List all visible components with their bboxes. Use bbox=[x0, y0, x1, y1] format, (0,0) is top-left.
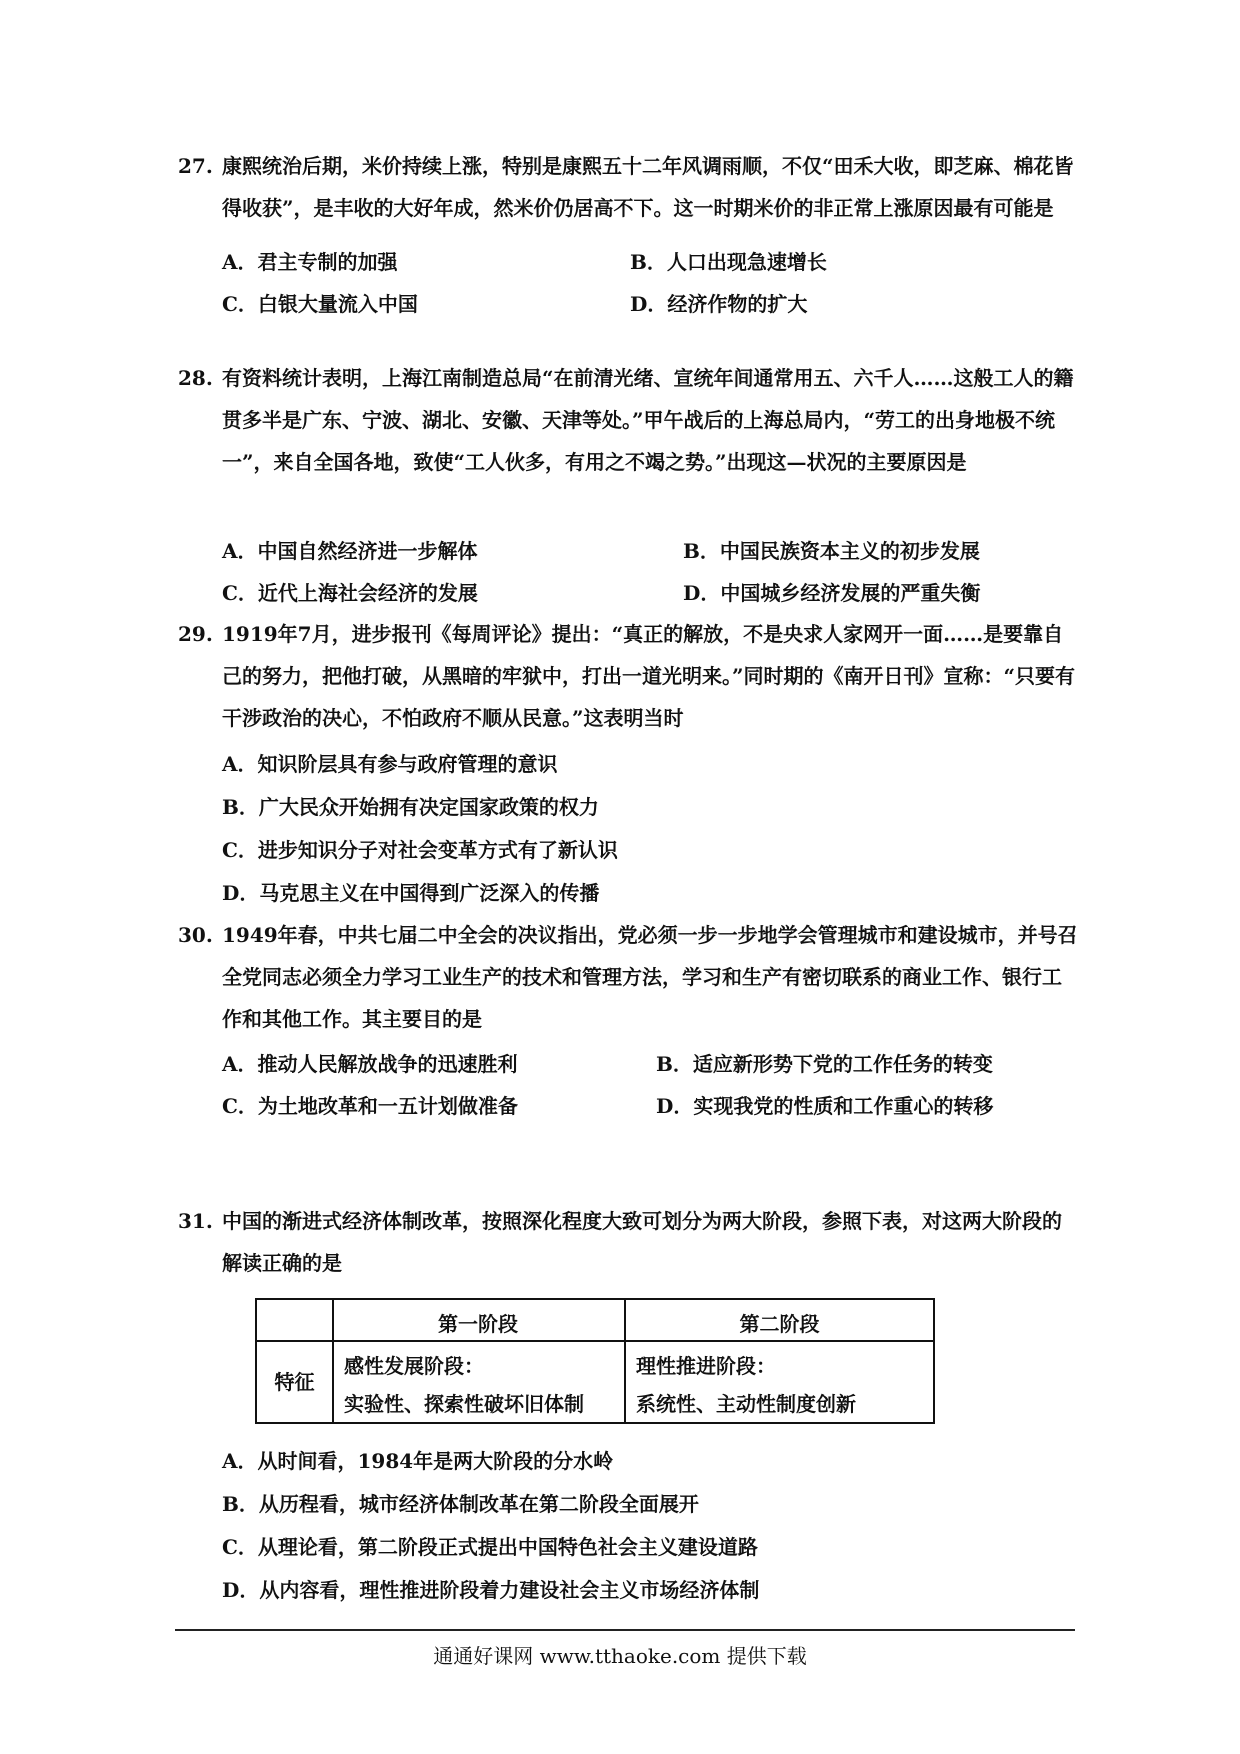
q30-option-b[interactable]: B．适应新形势下党的工作任务的转变 bbox=[656, 1052, 993, 1076]
q27-option-a[interactable]: A．君主专制的加强 bbox=[222, 250, 398, 274]
table-header-stage1: 第一阶段 bbox=[438, 1312, 518, 1336]
table-divider bbox=[332, 1340, 933, 1342]
q28-option-a[interactable]: A．中国自然经济进一步解体 bbox=[222, 539, 478, 563]
q30-option-d[interactable]: D．实现我党的性质和工作重心的转移 bbox=[656, 1094, 994, 1118]
question-stem: 中国的渐进式经济体制改革，按照深化程度大致可划分为两大阶段，参照下表，对这两大阶段的解读正确的是 bbox=[222, 1209, 1062, 1275]
question-number: 27. bbox=[178, 154, 213, 178]
q27-option-c[interactable]: C．白银大量流入中国 bbox=[222, 292, 418, 316]
q27-option-d[interactable]: D．经济作物的扩大 bbox=[630, 292, 808, 316]
question-31 bbox=[178, 1200, 1078, 1284]
stage-table bbox=[255, 1298, 935, 1424]
question-stem: 1949年春，中共七届二中全会的决议指出，党必须一步一步地学会管理城市和建设城市，并号召全党同志必须全力学习工业生产的技术和管理方法，学习和生产有密切联系的商业工作、银行工作和其他工作。其主要目的是 bbox=[222, 923, 1078, 1031]
q31-option-c[interactable]: C．从理论看，第二阶段正式提出中国特色社会主义建设道路 bbox=[222, 1535, 758, 1559]
question-30 bbox=[178, 914, 1078, 1040]
question-28 bbox=[178, 357, 1078, 483]
question-31-stem bbox=[178, 1200, 1078, 1284]
q28-option-b[interactable]: B．中国民族资本主义的初步发展 bbox=[683, 539, 980, 563]
question-29 bbox=[178, 613, 1078, 739]
table-header-stage2: 第二阶段 bbox=[739, 1312, 820, 1336]
q30-option-c[interactable]: C．为土地改革和一五计划做准备 bbox=[222, 1094, 518, 1118]
question-stem: 1919年7月，进步报刊《每周评论》提出：“真正的解放，不是央求人家网开一面……是要靠自己的努力，把他打破，从黑暗的牢狱中，打出一道光明来。”同时期的《南开日刊》宣称：“只要有干涉政治的决心，不怕政府不顺从民意。”这表明当时 bbox=[222, 622, 1076, 730]
question-27 bbox=[178, 145, 1078, 229]
question-29-stem bbox=[178, 613, 1078, 739]
question-30-stem bbox=[178, 914, 1078, 1040]
question-27-stem bbox=[178, 145, 1078, 229]
question-number: 31. bbox=[178, 1209, 213, 1233]
question-stem: 康熙统治后期，米价持续上涨，特别是康熙五十二年风调雨顺，不仅“田禾大收，即芝麻、棉花皆得收获”，是丰收的大好年成，然米价仍居高不下。这一时期米价的非正常上涨原因最有可能是 bbox=[222, 154, 1074, 220]
footer-divider bbox=[175, 1629, 1075, 1631]
q31-option-a[interactable]: A．从时间看，1984年是两大阶段的分水岭 bbox=[222, 1449, 614, 1473]
stage1-desc: 实验性、探索性破坏旧体制 bbox=[344, 1392, 584, 1416]
table-row-label: 特征 bbox=[274, 1370, 315, 1394]
question-number: 28. bbox=[178, 366, 213, 390]
q28-option-c[interactable]: C．近代上海社会经济的发展 bbox=[222, 581, 478, 605]
question-28-stem bbox=[178, 357, 1078, 483]
stage2-title: 理性推进阶段： bbox=[636, 1354, 776, 1378]
q31-option-b[interactable]: B．从历程看，城市经济体制改革在第二阶段全面展开 bbox=[222, 1492, 699, 1516]
stage2-desc: 系统性、主动性制度创新 bbox=[636, 1392, 856, 1416]
question-number: 29. bbox=[178, 622, 213, 646]
q31-option-d[interactable]: D．从内容看，理性推进阶段着力建设社会主义市场经济体制 bbox=[222, 1578, 760, 1602]
table-divider bbox=[257, 1340, 332, 1342]
question-stem: 有资料统计表明，上海江南制造总局“在前清光绪、宣统年间通常用五、六千人……这般工人的籍贯多半是广东、宁波、湖北、安徽、天津等处。”甲午战后的上海总局内，“劳工的出身地极不统一”，来自全国各地，致使“工人伙多，有用之不竭之势。”出现这—状况的主要原因是 bbox=[222, 366, 1074, 474]
q30-option-a[interactable]: A．推动人民解放战争的迅速胜利 bbox=[222, 1052, 518, 1076]
q29-option-d[interactable]: D．马克思主义在中国得到广泛深入的传播 bbox=[222, 881, 600, 905]
question-number: 30. bbox=[178, 923, 213, 947]
q28-option-d[interactable]: D．中国城乡经济发展的严重失衡 bbox=[683, 581, 981, 605]
q29-option-a[interactable]: A．知识阶层具有参与政府管理的意识 bbox=[222, 752, 558, 776]
q29-option-c[interactable]: C．进步知识分子对社会变革方式有了新认识 bbox=[222, 838, 618, 862]
footer-text: 通通好课网 www.tthaoke.com 提供下载 bbox=[433, 1644, 807, 1668]
q27-option-b[interactable]: B．人口出现急速增长 bbox=[630, 250, 827, 274]
q29-option-b[interactable]: B．广大民众开始拥有决定国家政策的权力 bbox=[222, 795, 599, 819]
stage1-title: 感性发展阶段： bbox=[344, 1354, 484, 1378]
